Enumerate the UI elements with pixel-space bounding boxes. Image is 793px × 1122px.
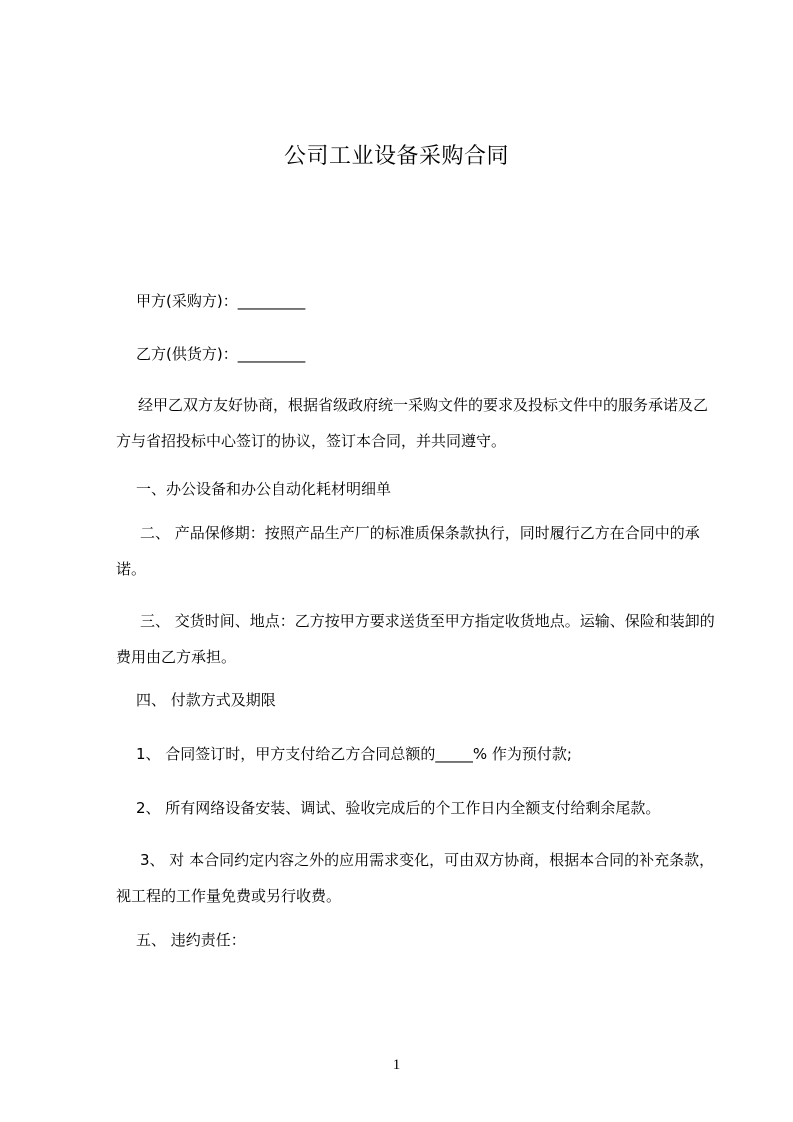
page-number: 1	[392, 1057, 401, 1073]
intro-paragraph: 经甲乙双方友好协商，根据省级政府统一采购文件的要求及投标文件中的服务承诺及乙方与省招投标中心签订的协议，签订本合同，并共同遵守。	[116, 396, 709, 450]
payment-item-2: 2、 所有网络设备安装、调试、验收完成后的个工作日内全额支付给剩余尾款。	[136, 799, 661, 817]
section-5-heading: 五、 违约责任：	[136, 931, 246, 949]
party-b-line: 乙方(供货方)：_________	[136, 345, 306, 363]
payment-item-3: 3、 对 本合同约定内容之外的应用需求变化，可由双方协商，根据本合同的补充条款，视工程的工作量免费或另行收费。	[116, 851, 715, 905]
payment-item-1: 1、 合同签订时，甲方支付给乙方合同总额的_____% 作为预付款;	[136, 745, 572, 763]
party-a-line: 甲方(采购方)：_________	[136, 292, 306, 310]
section-3-paragraph: 三、 交货时间、地点：乙方按甲方要求送货至甲方指定收货地点。运输、保险和装卸的费用由乙方承担。	[116, 612, 715, 666]
document-title: 公司工业设备采购合同	[283, 144, 509, 169]
section-4-heading: 四、 付款方式及期限	[136, 691, 276, 709]
section-2-paragraph: 二、 产品保修期：按照产品生产厂的标准质保条款执行，同时履行乙方在合同中的承诺。	[116, 524, 700, 578]
section-1-heading: 一、办公设备和办公自动化耗材明细单	[136, 480, 392, 498]
